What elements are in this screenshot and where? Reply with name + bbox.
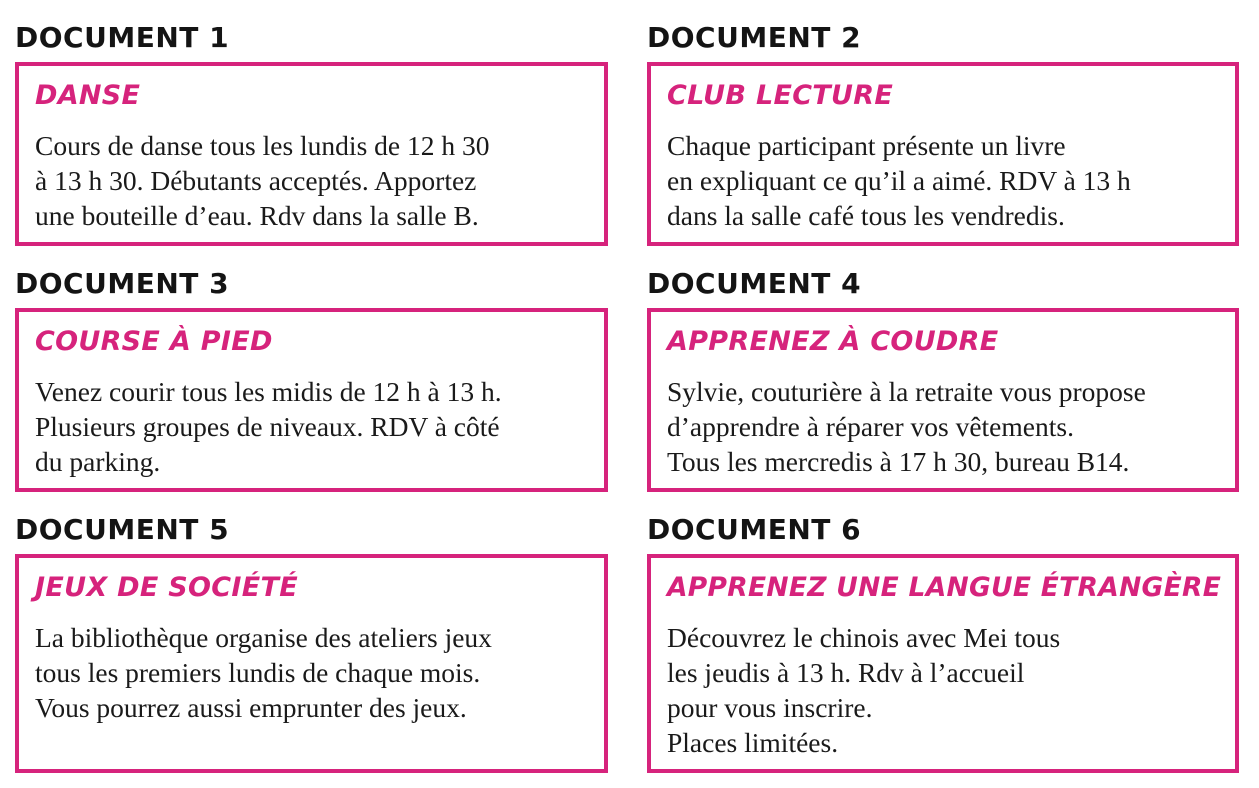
- document-label: DOCUMENT 1: [15, 21, 230, 54]
- text-line: La bibliothèque organise des ateliers jeux: [35, 622, 492, 653]
- text-line: Plusieurs groupes de niveaux. RDV à côté: [35, 411, 500, 442]
- announcement-title: APPRENEZ UNE LANGUE ÉTRANGÈRE: [667, 572, 1222, 603]
- text-line: une bouteille d’eau. Rdv dans la salle B.: [35, 200, 479, 231]
- text-line: Venez courir tous les midis de 12 h à 13 h.: [35, 376, 502, 407]
- announcement-box: [15, 62, 608, 246]
- announcement-title: APPRENEZ À COUDRE: [667, 326, 999, 357]
- text-line: Cours de danse tous les lundis de 12 h 30: [35, 130, 490, 161]
- announcement-box: [647, 308, 1239, 492]
- announcement-title: CLUB LECTURE: [667, 80, 894, 111]
- text-line: Places limitées.: [667, 727, 839, 758]
- text-line: en expliquant ce qu’il a aimé. RDV à 13 h: [667, 165, 1131, 196]
- text-line: du parking.: [35, 446, 161, 477]
- announcement-box: [647, 554, 1239, 773]
- announcement-text: [667, 620, 1060, 760]
- text-line: Découvrez le chinois avec Mei tous: [667, 622, 1061, 653]
- text-line: Chaque participant présente un livre: [667, 130, 1066, 161]
- text-line: Sylvie, couturière à la retraite vous propose: [667, 376, 1146, 407]
- text-line: Vous pourrez aussi emprunter des jeux.: [35, 692, 467, 723]
- announcement-title: JEUX DE SOCIÉTÉ: [35, 572, 298, 603]
- text-line: tous les premiers lundis de chaque mois.: [35, 657, 481, 688]
- text-line: les jeudis à 13 h. Rdv à l’accueil: [667, 657, 1025, 688]
- document-label: DOCUMENT 4: [647, 267, 862, 300]
- announcement-text: [667, 374, 1146, 479]
- document-label: DOCUMENT 2: [647, 21, 862, 54]
- announcement-text: [35, 128, 489, 233]
- announcement-text: [667, 128, 1131, 233]
- document-label: DOCUMENT 6: [647, 513, 862, 546]
- text-line: à 13 h 30. Débutants acceptés. Apportez: [35, 165, 477, 196]
- announcement-text: [35, 374, 502, 479]
- text-line: dans la salle café tous les vendredis.: [667, 200, 1065, 231]
- text-line: pour vous inscrire.: [667, 692, 873, 723]
- announcement-title: DANSE: [35, 80, 141, 111]
- announcement-box: [647, 62, 1239, 246]
- announcement-box: [15, 308, 608, 492]
- text-line: Tous les mercredis à 17 h 30, bureau B14.: [667, 446, 1130, 477]
- text-line: d’apprendre à réparer vos vêtements.: [667, 411, 1074, 442]
- document-label: DOCUMENT 3: [15, 267, 230, 300]
- announcement-box: [15, 554, 608, 773]
- document-label: DOCUMENT 5: [15, 513, 230, 546]
- announcement-title: COURSE À PIED: [35, 326, 273, 357]
- announcement-text: [35, 620, 492, 725]
